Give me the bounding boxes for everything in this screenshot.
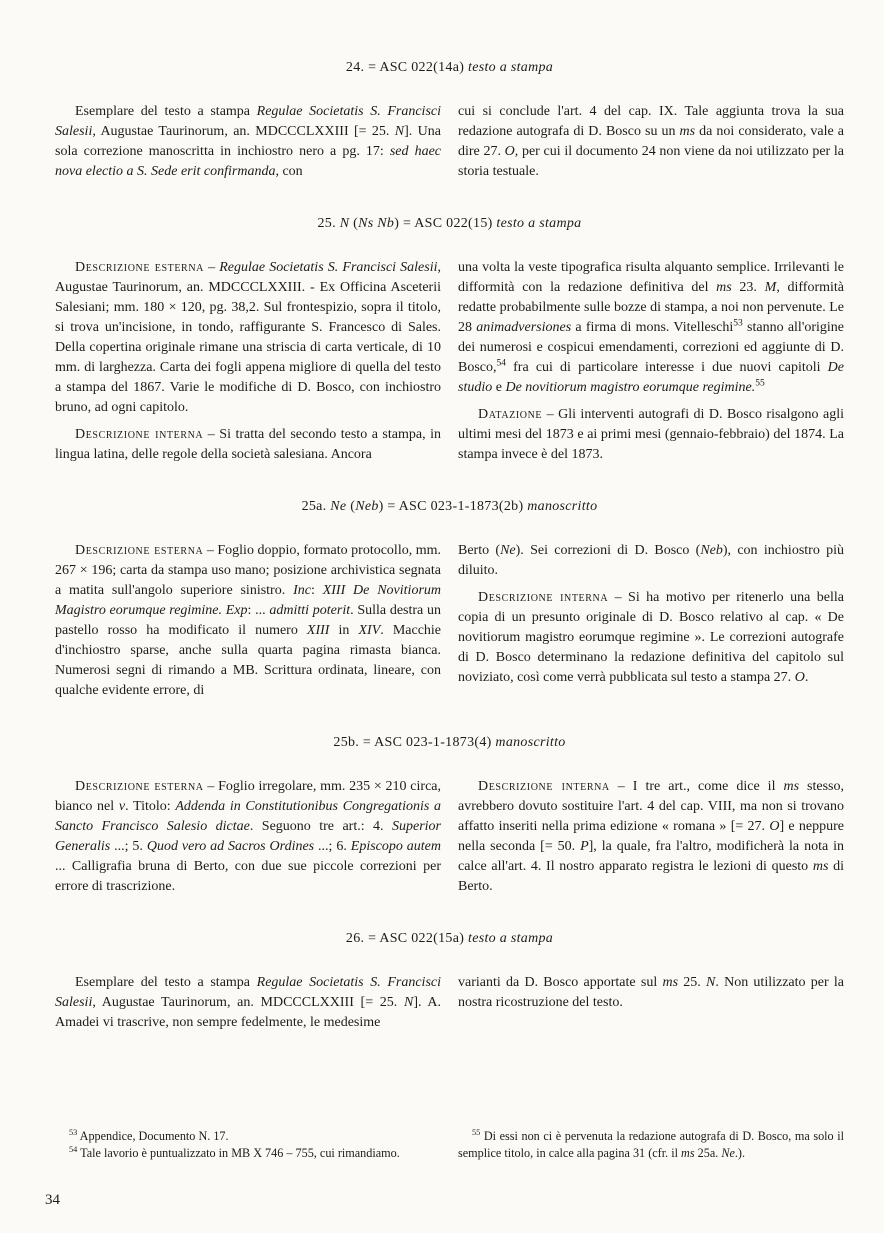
paragraph [55,258,441,418]
text-run: . [804,670,809,685]
section-heading [55,497,844,517]
paragraph [458,777,844,897]
right-column [458,777,844,897]
text-run: . Titolo: [125,799,176,814]
text-run: , Augustae Taurinorum, an. MDCCCLXXIII [= 25. [92,124,395,139]
section-columns [55,973,844,1033]
text-run: – Si ha motivo per ritenerlo una bella copia di un presunto originale di D. Bosco relativo al cap. « De novitiorum magistro eorumque regimine ». Le correzioni autografe di D. Bosco determinano la redazione definitiva del capitolo sul noviziato, così come verrà pubblicata sul testo a stampa 27. [458,590,844,685]
paragraph [458,405,844,465]
italic-text-run: manoscritto [495,735,566,750]
smallcaps-label: Descrizione interna [75,427,204,442]
text-run: 25a. [694,1145,722,1160]
text-run: : ... [247,603,270,618]
italic-text-run: Quod vero ad Sacros Ordines [146,839,315,854]
italic-text-run: Regulae Societatis S. Francisci Salesii [219,260,438,275]
text-run: ...; 5. [110,839,147,854]
footnotes-right-column [458,1128,844,1161]
smallcaps-label: Datazione [478,407,543,422]
section-26 [55,929,844,1033]
section-heading [55,58,844,78]
italic-text-run: v [118,799,126,814]
page-number: 34 [45,1192,60,1208]
text-run: ). Sei correzioni di D. Bosco ( [515,543,701,558]
italic-text-run: N [339,216,350,231]
italic-text-run: O [504,144,515,159]
right-column [458,973,844,1033]
text-run: . Non utilizzato per la nostra ricostruzione del testo. [458,975,844,1010]
text-run: . Seguono tre art.: 4. [249,819,392,834]
paragraph [458,541,844,581]
section-25a [55,497,844,701]
paragraph [55,425,441,465]
left-column [55,973,441,1033]
text-run: ) = ASC 023-1-1873(2b) [378,499,528,514]
text-run: Esemplare del testo a stampa [75,104,257,119]
section-heading [55,214,844,234]
right-column [458,541,844,701]
footnotes-left-column [55,1128,441,1161]
text-run: ]. A. Amadei vi trascrive, non sempre fedelmente, le medesime [55,995,441,1030]
italic-text-run: testo a stampa [496,216,582,231]
text-run: Esemplare del testo a stampa [75,975,257,990]
paragraph [458,1128,844,1161]
text-run: in [329,623,359,638]
section-25 [55,214,844,465]
italic-text-run: N [706,975,716,990]
footnote-ref: 53 [733,318,743,329]
italic-text-run: ms [716,280,732,295]
text-run: e [492,380,506,395]
paragraph [458,973,844,1013]
italic-text-run: testo a stampa [468,931,554,946]
footnote-ref: 55 [472,1127,481,1137]
text-run: – Foglio irregolare, mm. 235 × 210 circa, bianco nel [55,779,442,814]
italic-text-run: M [764,280,777,295]
italic-text-run: Ne [500,543,516,558]
italic-text-run: Regulae Societatis S. Francisci Salesii [55,104,442,139]
section-24 [55,58,844,182]
italic-text-run: admitti poterit [269,603,351,618]
italic-text-run: ms [783,779,800,794]
smallcaps-label: Descrizione interna [478,590,609,605]
italic-text-run: Neb [700,543,723,558]
right-column [458,258,844,465]
text-run: – Gli interventi autografi di D. Bosco risalgono agli ultimi mesi del 1873 e ai primi mesi (gennaio-febbraio) del 1874. La stampa invece è del 1873. [458,407,844,462]
footnote-ref: 54 [496,358,507,369]
paragraph [55,1145,441,1162]
section-columns [55,777,844,897]
text-run: ) = ASC 022(15) [394,216,497,231]
paragraph [55,102,441,182]
text-run: , con [275,164,303,179]
italic-text-run: animadversiones [476,320,572,335]
italic-text-run: testo a stampa [468,60,554,75]
italic-text-run: Neb [355,499,379,514]
italic-text-run: P [580,839,589,854]
italic-text-run: Inc [293,583,311,598]
text-run: 24. = ASC 022(14a) [345,60,468,75]
right-column [458,102,844,182]
paragraph [55,973,441,1033]
italic-text-run: ms [812,859,829,874]
text-run: stanno all'origine dei numerosi e cospicui emendamenti, correzioni ed aggiunte di D. Bosco, [458,320,844,375]
section-heading [55,733,844,753]
text-run: , difformità redatte probabilmente sulle bozze di stampa, a noi non pervenute. Le 28 [458,280,845,335]
text-run: fra cui di particolare interesse i due nuovi capitoli [506,360,828,375]
text-run: ), con inchiostro più diluito. [458,543,844,578]
footnote-ref: 55 [755,378,765,389]
text-run: : [310,583,323,598]
text-run: 26. = ASC 022(15a) [345,931,468,946]
footnote-ref: 53 [69,1127,78,1137]
text-run: a firma di mons. Vitelleschi [571,320,734,335]
italic-text-run: Regulae Societatis S. Francisci Salesii [55,975,442,1010]
italic-text-run: Ne [721,1145,735,1160]
text-run: da noi considerato, vale a dire 27. [458,124,844,159]
left-column [55,258,441,465]
italic-text-run: XIV [358,623,381,638]
italic-text-run: De novitiorum magistro eorumque regimine. [505,380,756,395]
text-run: – [203,260,220,275]
italic-text-run: ms [662,975,679,990]
text-run: – I tre art., come dice il [609,779,784,794]
text-run: , per cui il documento 24 non viene da noi utilizzato per la storia testuale. [458,144,845,179]
left-column [55,102,441,182]
text-run: 25b. = ASC 023-1-1873(4) [333,735,496,750]
text-run: ...; 6. [314,839,351,854]
section-columns [55,102,844,182]
text-run: Tale lavorio è puntualizzato in MB X 746 – 755, cui rimandiamo. [77,1145,400,1160]
text-run: .). [734,1145,746,1160]
section-columns [55,258,844,465]
paragraph [55,1128,441,1145]
text-run: . Sulla destra un pastello rosso ha modificato il numero [55,603,442,638]
text-run: varianti da D. Bosco apportate sul [458,975,663,990]
text-run: 23. [731,280,765,295]
text-run: , Augustae Taurinorum, an. MDCCCLXXIII [= 25. [92,995,404,1010]
text-run: , Augustae Taurinorum, an. MDCCCLXXIII. - Ex Officina Asceterii Salesiani; mm. 180 × 120, pg. 38,2. Sul frontespizio, sopra il titolo, si trova un'incisione, in tondo, raffigurante S. Francesco di Sales. Della copertina originale rimane una striscia di carta verticale, di 10 mm. di larghezza. Carta dei fogli appena migliore di quella del testo a stampa del 1867. Varie le modifiche di D. Bosco, con inchiostro bruno, ad ogni capitolo. [55,260,441,415]
sections-area [55,58,844,1033]
text-run: 25. [678,975,706,990]
smallcaps-label: Descrizione esterna [75,779,204,794]
text-run: 25a. [301,499,331,514]
paragraph [458,258,844,398]
section-columns [55,541,844,701]
italic-text-run: Ns Nb [358,216,395,231]
paragraph [458,102,844,182]
italic-text-run: sed haec nova electio a S. Sede erit confirmanda [55,144,441,179]
text-run: ] e neppure nella seconda [= 50. [458,819,845,854]
text-run: Di essi non ci è pervenuta la redazione autografa di D. Bosco, ma solo il semplice titolo, in calce alla pagina 31 (cfr. il [458,1129,844,1160]
text-run: – Si tratta del secondo testo a stampa, in lingua latina, delle regole della società salesiana. Ancora [55,427,441,462]
italic-text-run: XIII De Novitiorum Magistro eorumque regimine. Exp [55,583,442,618]
text-run: stesso, avrebbero dovuto sostituire l'art. 4 del cap. VIII, ma non si trovano affatto inseriti nella prima edizione « romana » [= 27. [458,779,845,834]
italic-text-run: N [403,995,414,1010]
text-run: ... Calligrafia bruna di Berto, con due sue piccole correzioni per errore di trascrizione. [55,859,441,894]
paragraph [55,777,441,897]
italic-text-run: Ne [330,499,347,514]
text-run: 25. [317,216,340,231]
italic-text-run: Addenda in Constitutionibus Congregationis a Sancto Francisco Salesio dictae [55,799,441,834]
text-run: ( [346,499,356,514]
left-column [55,541,441,701]
footnote-ref: 54 [69,1144,78,1154]
italic-text-run: N [394,124,405,139]
text-run: ( [349,216,359,231]
italic-text-run: O [769,819,780,834]
italic-text-run: O [794,670,805,685]
italic-text-run: manoscritto [527,499,598,514]
text-run: . Macchie d'inchiostro sparse, anche sulla quarta pagina rimasta bianca. Numerosi segni di rimando a MB. Scrittura ordinata, lineare, con qualche evidente errore, di [55,623,442,698]
text-run: ], la quale, fra l'altro, modificherà la nota in calce all'art. 4. Il nostro apparato registra le lezioni di questo [458,839,844,874]
text-run: ]. Una sola correzione manoscritta in inchiostro nero a pg. 17: [55,124,441,159]
italic-text-run: De studio [458,360,844,395]
italic-text-run: ms [681,1145,695,1160]
smallcaps-label: Descrizione interna [478,779,610,794]
paragraph [458,588,844,688]
text-run: di Berto. [458,859,844,894]
section-heading [55,929,844,949]
text-run: Berto ( [458,543,501,558]
smallcaps-label: Descrizione esterna [75,260,204,275]
italic-text-run: ms [679,124,696,139]
text-run: una volta la veste tipografica risulta alquanto semplice. Irrilevanti le difformità con la redazione definitiva del [458,260,844,295]
text-run: Appendice, Documento N. 17. [77,1129,229,1143]
italic-text-run: XIII [306,623,330,638]
italic-text-run: Superior Generalis [55,819,441,854]
left-column [55,777,441,897]
paragraph [55,541,441,701]
italic-text-run: Episcopo autem [350,839,441,854]
smallcaps-label: Descrizione esterna [75,543,204,558]
section-25b [55,733,844,897]
text-run: – Foglio doppio, formato protocollo, mm. 267 × 196; carta da stampa uso mano; posizione archivistica segnata a matita sull'angolo superiore sinistro. [55,543,441,598]
text-run: cui si conclude l'art. 4 del cap. IX. Tale aggiunta trova la sua redazione autografa di D. Bosco su un [458,104,844,139]
footnotes [55,1128,844,1161]
